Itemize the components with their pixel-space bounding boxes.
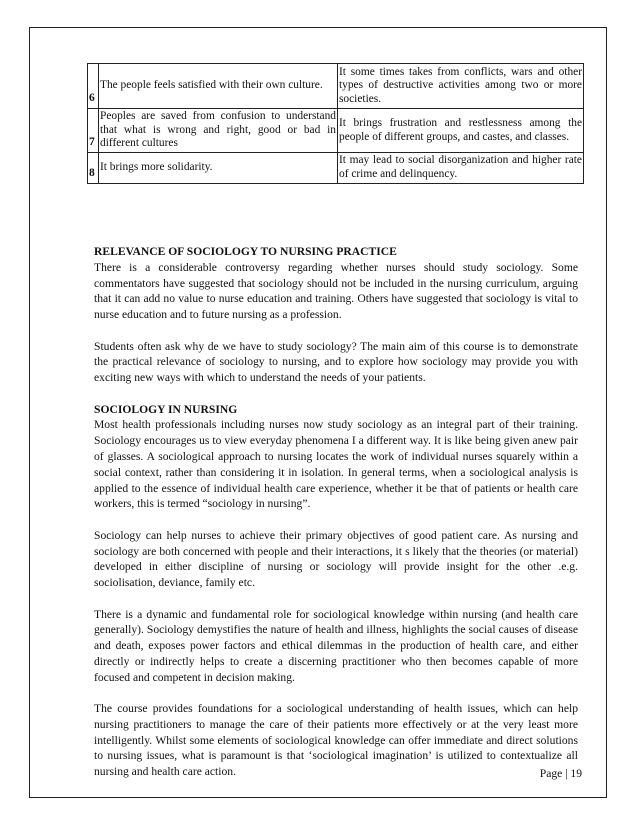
table-cell-right: It brings frustration and restlessness among the people of different groups, and castes, and classes.: [338, 109, 584, 153]
paragraph: There is a dynamic and fundamental role for sociological knowledge within nursing (and health care generally). Sociology demystifies the nature of health and illness, highlights the social causes of disease and death, exposes power factors and ethical dilemmas in the production of health care, and either directly or indirectly helps to create a discerning practitioner who then becomes capable of more focused and competent in decision making.: [94, 607, 578, 684]
section-heading-relevance: RELEVANCE OF SOCIOLOGY TO NURSING PRACTICE: [94, 245, 397, 258]
comparison-table: [87, 63, 584, 184]
paragraph: Most health professionals including nurses now study sociology as an integral part of their training. Sociology encourages us to view everyday phenomena I a different way. It is like being given anew pair of glasses. A sociological approach to nursing locates the work of individual nurses squarely within a social context, rather than considering it in isolation. In general terms, when a sociological analysis is applied to the essence of individual health care experience, whether it be that of patients or health care workers, this is termed “sociology in nursing”.: [94, 418, 578, 511]
paragraph: The course provides foundations for a sociological understanding of health issues, which can help nursing practitioners to manage the care of their patients more effectively or at the very least more intelligently. Whilst some elements of sociological knowledge can offer immediate and direct solutions to nursing issues, what is paramount is that ‘sociological imagination’ is utilized to contextualize all nursing and health care action.: [94, 702, 578, 779]
table-row: [88, 64, 584, 109]
row-number: 7: [88, 109, 99, 153]
row-number: 6: [88, 64, 99, 109]
section-heading-sociology-in-nursing: SOCIOLOGY IN NURSING: [94, 402, 238, 416]
document-body: [94, 244, 578, 796]
table-cell-left: Peoples are saved from confusion to understand that what is wrong and right, good or bad in different cultures: [99, 109, 338, 153]
table-row: [88, 153, 584, 184]
table-cell-right: It some times takes from conflicts, wars and other types of destructive activities among two or more societies.: [338, 64, 584, 109]
table-row: [88, 109, 584, 153]
table-cell-left: It brings more solidarity.: [99, 153, 338, 184]
row-number: 8: [88, 153, 99, 184]
page-number: Page | 19: [539, 767, 582, 780]
paragraph: Sociology can help nurses to achieve their primary objectives of good patient care. As nursing and sociology are both concerned with people and their interactions, it s likely that the theories (or material) developed in either discipline of nursing or sociology will provide insight for the other .e.g. sociolisation, deviance, family etc.: [94, 528, 578, 590]
table-cell-left: The people feels satisfied with their own culture.: [99, 64, 338, 109]
table-cell-right: It may lead to social disorganization and higher rate of crime and delinquency.: [338, 153, 584, 184]
paragraph: Students often ask why de we have to study sociology? The main aim of this course is to demonstrate the practical relevance of sociology to nursing, and to explore how sociology may provide you with exciting new ways with which to understand the needs of your patients.: [94, 339, 578, 385]
paragraph: There is a considerable controversy regarding whether nurses should study sociology. Some commentators have suggested that sociology should not be included in the nursing curriculum, arguing that it can add no value to nurse education and training. Others have suggested that sociology is vital to nurse education and to future nursing as a profession.: [94, 260, 578, 322]
